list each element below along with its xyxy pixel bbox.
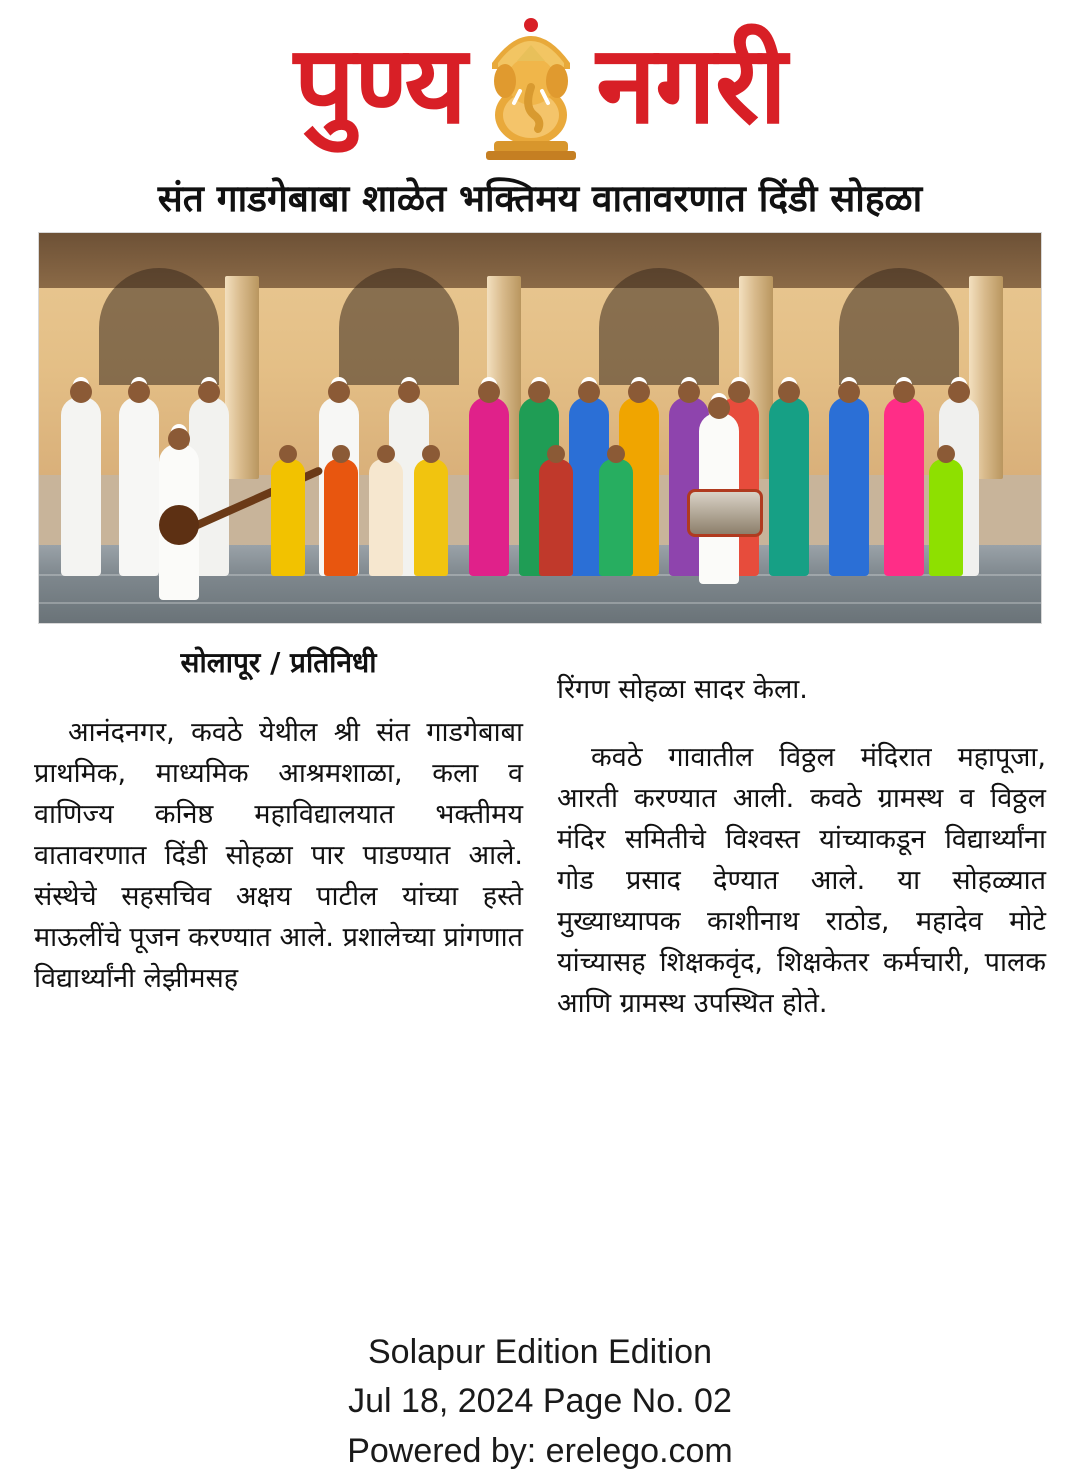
article-paragraph: रिंगण सोहळा सादर केला. xyxy=(557,674,808,706)
article-paragraph: कवठे गावातील विठ्ठल मंदिरात महापूजा, आरती करण्यात आली. कवठे ग्रामस्थ व विठ्ठल मंदिर समितीचे विश्वस्त यांच्याकडून विद्यार्थ्यांना गोड प्रसाद देण्यात आले. या सोहळ्यात मुख्याध्यापक काशीनाथ राठोड, महादेव मोटे यांच्यासह शिक्षकवृंद, शिक्षकेतर कर्मचारी, पालक आणि ग्रामस्थ उपस्थित होते. xyxy=(557,742,1046,1020)
masthead xyxy=(0,0,1080,172)
article-headline: संत गाडगेबाबा शाळेत भक्तिमय वातावरणात दिंडी सोहळा xyxy=(157,177,923,220)
article-paragraph: आनंदनगर, कवठे येथील श्री संत गाडगेबाबा प्राथमिक, माध्यमिक आश्रमशाळा, कला व वाणिज्य कनिष्ठ महाविद्यालयात भक्तीमय वातावरणात दिंडी सोहळा पार पाडण्यात आले. संस्थेचे सहसचिव अक्षय पाटील यांच्या हस्ते माऊलींचे पूजन करण्यात आले. प्रशालेच्या प्रांगणात विद्यार्थ्यांनी लेझीमसह xyxy=(34,716,524,994)
masthead-word-left: पुण्य xyxy=(293,23,467,148)
article-body xyxy=(34,642,1046,1051)
footer xyxy=(0,1328,1080,1476)
article-column-right xyxy=(557,642,1046,1051)
article-photo xyxy=(38,232,1042,624)
masthead-word-right: नगरी xyxy=(596,23,787,148)
article-dateline: सोलापूर / प्रतिनिधी xyxy=(180,646,377,680)
article-column-left xyxy=(34,642,523,1051)
footer-powered-by: Powered by: erelego.com xyxy=(347,1431,733,1470)
ganesha-idol-icon xyxy=(472,11,590,161)
footer-edition: Solapur Edition Edition xyxy=(367,1333,712,1372)
footer-date-page: Jul 18, 2024 Page No. 02 xyxy=(348,1382,732,1421)
photo-illustration xyxy=(39,233,1041,623)
